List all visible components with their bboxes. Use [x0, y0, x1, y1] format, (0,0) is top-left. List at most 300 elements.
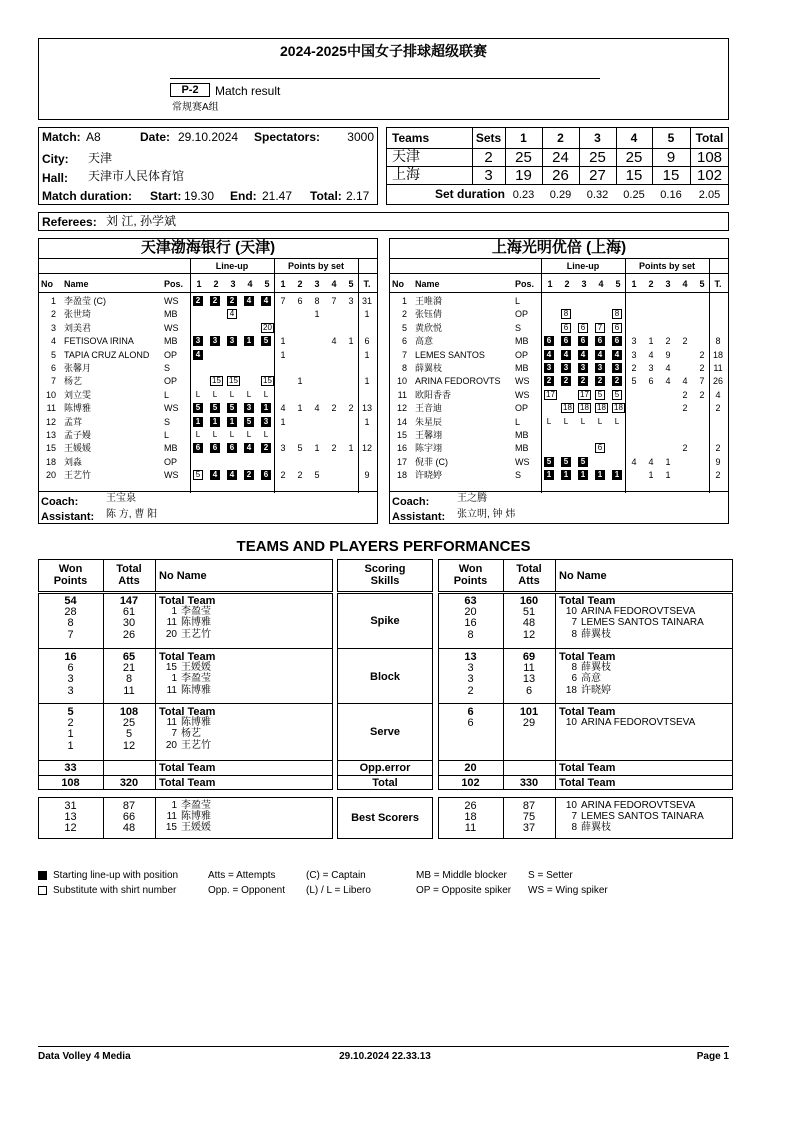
away-perf-col2 — [555, 559, 556, 592]
away-best-name: ARINA FEDOROVTSEVA — [581, 800, 696, 811]
player-total: 31 — [361, 296, 372, 306]
player-name: 欧阳香香 — [415, 389, 452, 400]
points-cell: 4 — [331, 336, 337, 347]
away-atts-value: 69 — [522, 651, 536, 663]
lineup-cell: 6 — [595, 336, 605, 346]
home-total-won: 108 — [61, 777, 80, 789]
away-opp-total-team: Total Team — [559, 762, 616, 774]
player-no: 6 — [401, 336, 407, 347]
player-name: 王艺竹 — [64, 470, 92, 481]
skill-total: Total — [372, 777, 398, 789]
player-pos: S — [515, 322, 522, 333]
lineup-cell: 15 — [261, 376, 274, 386]
player-pos: L — [164, 430, 170, 440]
score-set-value: 24 — [552, 149, 569, 166]
player-pos: OP — [164, 376, 178, 387]
col-t: T. — [363, 279, 371, 289]
home-opp-error: 33 — [64, 762, 77, 774]
lineup-header: Line-up — [215, 261, 249, 271]
lineup-cell: 5 — [561, 457, 571, 467]
away-scorer-name: 高意 — [581, 673, 601, 685]
player-no: 11 — [397, 389, 407, 400]
points-cell: 2 — [331, 443, 337, 454]
away-won-value: 16 — [464, 617, 477, 630]
player-name: 刘立雯 — [64, 389, 92, 400]
lineup-cell: 3 — [595, 363, 605, 373]
coach-value: 王之腾 — [457, 493, 487, 504]
away-scorer-name: LEMES SANTOS TAINARA — [581, 617, 704, 629]
lineup-cell: 7 — [595, 323, 605, 333]
player-name: ARINA FEDOROVTS — [415, 376, 501, 387]
footer-right: Page 1 — [696, 1051, 729, 1062]
points-cell: 2 — [348, 403, 354, 414]
points-cell: 3 — [348, 296, 354, 306]
score-set-value: 19 — [515, 167, 532, 184]
away-best-atts: 37 — [522, 822, 536, 835]
lineup-cell: 1 — [210, 417, 220, 427]
away-atts-value: 29 — [522, 717, 536, 730]
player-name: 李盈莹 (C) — [64, 296, 106, 306]
home-best-name: 李盈莹 — [181, 800, 211, 811]
end-label: End: — [230, 189, 257, 203]
points-cell: 2 — [682, 336, 688, 347]
away-scorer-name: ARINA FEDOROVTSEVA — [581, 717, 696, 729]
score-set-value: 15 — [625, 167, 643, 184]
points-cell: 6 — [648, 376, 654, 387]
legend-opp: Opp. = Opponent — [208, 885, 286, 896]
home-won-value: 7 — [67, 628, 74, 641]
points-left-rule — [625, 258, 626, 493]
away-won-value: 20 — [464, 606, 477, 619]
lineup-cell: 4 — [261, 296, 271, 306]
away-best-no: 7 — [571, 811, 577, 823]
home-scorer-no: 11 — [166, 617, 177, 629]
skill-header-2: Skills — [370, 575, 400, 587]
home-total-team: Total Team — [159, 595, 216, 607]
away-scorer-no: 8 — [571, 662, 577, 674]
player-pos: WS — [164, 470, 179, 481]
lineup-cell: 2 — [578, 376, 588, 386]
lineup-cell: 4 — [244, 443, 254, 453]
home-atts-value: 147 — [119, 595, 139, 607]
points-cell: 1 — [348, 336, 354, 347]
points-cell: 4 — [280, 403, 286, 414]
home-atts-value: 30 — [122, 617, 136, 630]
home-scorer-name: 陈博雅 — [181, 684, 211, 696]
points-cell: 9 — [665, 349, 671, 360]
player-pos: L — [164, 389, 170, 400]
away-won-value: 2 — [467, 684, 474, 697]
player-no: 15 — [45, 443, 56, 454]
player-name: 倪菲 (C) — [415, 456, 448, 467]
col-lineup-set: 2 — [213, 279, 219, 289]
lineup-cell: 6 — [544, 336, 554, 346]
player-no: 1 — [50, 296, 56, 306]
home-atts-value: 108 — [119, 706, 139, 718]
points-left-rule — [274, 258, 275, 493]
away-scorer-no: 6 — [571, 673, 577, 685]
away-won-value: 8 — [467, 628, 474, 641]
home-best-won: 31 — [64, 800, 77, 812]
player-no: 14 — [396, 416, 407, 427]
points-cell: 4 — [314, 403, 320, 414]
player-name: 张钰倩 — [415, 309, 443, 320]
set-duration-label: Set duration — [434, 187, 505, 201]
away-section-rule — [438, 703, 733, 704]
away-atts-value: 101 — [519, 706, 539, 718]
home-won-value: 2 — [67, 717, 74, 730]
player-no: 7 — [50, 376, 56, 387]
lineup-cell: L — [229, 389, 235, 399]
home-scorer-no: 1 — [171, 606, 177, 618]
home-best-name: 陈博雅 — [181, 811, 211, 823]
away-won-value: 3 — [467, 673, 474, 686]
set-duration-value: 0.25 — [623, 189, 645, 201]
player-pos: S — [164, 416, 171, 427]
points-cell: 2 — [682, 443, 688, 454]
points-cell: 1 — [314, 443, 320, 454]
legend-op: OP = Opposite spiker — [416, 885, 512, 896]
score-set-value: 15 — [662, 167, 680, 184]
home-section-rule — [38, 703, 333, 704]
lineup-cell: 4 — [595, 350, 605, 360]
player-total: 6 — [364, 336, 370, 347]
points-cell: 1 — [665, 456, 671, 467]
home-atts-value: 8 — [125, 673, 133, 686]
lineup-cell: 6 — [561, 323, 571, 333]
points-cell: 2 — [280, 470, 286, 481]
player-total: 26 — [712, 376, 723, 387]
points-cell: 7 — [280, 296, 286, 306]
score-set-value: 9 — [666, 149, 676, 166]
away-best-no: 8 — [571, 822, 577, 834]
home-won-value: 5 — [67, 706, 74, 718]
performance-title: TEAMS AND PLAYERS PERFORMANCES — [236, 538, 531, 555]
skill-section-rule — [337, 760, 433, 761]
home-scorer-name: 王艺竹 — [181, 739, 211, 751]
home-won-value: 3 — [67, 684, 74, 697]
away-opp-error: 20 — [464, 762, 477, 774]
player-no: 11 — [46, 403, 56, 414]
hall-value: 天津市人民体育馆 — [88, 169, 185, 183]
player-pos: WS — [164, 322, 179, 333]
home-section-rule — [38, 775, 333, 776]
points-cell: 1 — [280, 349, 286, 360]
home-scorer-name: 李盈莹 — [181, 673, 211, 685]
points-cell: 4 — [648, 349, 654, 360]
lineup-header: Line-up — [566, 261, 600, 271]
city-value: 天津 — [88, 151, 113, 165]
away-won-points-header: Won — [458, 563, 483, 575]
lineup-cell: 4 — [210, 470, 220, 480]
lineup-cell: 1 — [612, 470, 622, 480]
home-best-col2 — [155, 797, 156, 839]
player-pos: L — [515, 296, 521, 306]
home-won-value: 1 — [67, 739, 74, 752]
skill-section-rule — [337, 648, 433, 649]
col-no: No — [41, 279, 53, 289]
player-total: 9 — [364, 470, 370, 481]
home-scorer-no: 15 — [165, 662, 177, 674]
player-no: 12 — [45, 416, 56, 427]
total-left-rule — [358, 258, 359, 493]
away-best-col2 — [555, 797, 556, 839]
player-pos: MB — [515, 430, 529, 440]
lineup-cell: 6 — [561, 336, 571, 346]
points-cell: 6 — [297, 296, 303, 306]
home-won-value: 28 — [64, 606, 77, 619]
date-label: Date: — [140, 130, 171, 144]
player-total: 9 — [715, 456, 721, 467]
points-cell: 4 — [665, 376, 671, 387]
player-name: 王媛媛 — [64, 443, 92, 454]
score-total-label: Total — [695, 131, 724, 145]
home-won-value: 16 — [64, 651, 77, 663]
player-pos: OP — [515, 403, 529, 414]
player-pos: OP — [515, 349, 529, 360]
footer-center: 29.10.2024 22.33.13 — [339, 1051, 431, 1062]
player-pos: S — [164, 363, 171, 373]
lineup-cell: 4 — [544, 350, 554, 360]
lineup-cell: 6 — [595, 443, 605, 453]
away-total-team: Total Team — [559, 595, 616, 607]
home-total-team: Total Team — [159, 777, 216, 789]
player-pos: MB — [515, 363, 529, 373]
score-set-header: 5 — [667, 131, 675, 145]
spectators-label: Spectators: — [254, 130, 321, 144]
points-cell: 3 — [648, 363, 654, 373]
away-section-rule — [438, 775, 733, 776]
home-atts-value: 65 — [122, 651, 136, 663]
home-total-team: Total Team — [159, 706, 216, 718]
col-pos: Pos. — [515, 279, 535, 289]
lineup-cell: 6 — [612, 323, 622, 333]
assistant-label: Assistant: — [392, 511, 446, 523]
points-cell: 2 — [699, 389, 705, 400]
lineup-cell: 2 — [227, 296, 237, 306]
points-cell: 5 — [631, 376, 637, 387]
lineup-cell: 1 — [578, 470, 588, 480]
home-total-atts: 320 — [119, 777, 139, 789]
home-atts-value: 61 — [122, 606, 136, 619]
skill-name: Block — [370, 671, 400, 683]
player-total: 4 — [715, 389, 721, 400]
player-no: 6 — [50, 363, 56, 373]
home-won-points-header: Won — [58, 563, 83, 575]
player-no: 5 — [50, 349, 56, 360]
lineup-cell: L — [263, 389, 269, 399]
away-total-team: Total Team — [559, 651, 616, 663]
points-cell: 8 — [314, 296, 320, 306]
points-cell: 2 — [631, 363, 637, 373]
col-points-set: 5 — [348, 279, 354, 289]
player-name: 高意 — [415, 336, 434, 347]
player-pos: L — [515, 416, 521, 427]
score-row2-rule — [386, 184, 729, 185]
lineup-cell: L — [212, 389, 218, 399]
lineup-left-rule — [541, 258, 542, 493]
referees-value: 刘 江, 孙学斌 — [106, 214, 177, 228]
player-no: 7 — [401, 349, 407, 360]
player-pos: OP — [515, 309, 529, 320]
footer-rule — [38, 1046, 729, 1047]
lineup-cell: 17 — [544, 390, 557, 400]
col-no: No — [392, 279, 404, 289]
lineup-cell: L — [263, 430, 269, 439]
lineup-cell: 2 — [193, 296, 203, 306]
player-no: 20 — [45, 470, 56, 481]
lineup-cell: 6 — [612, 336, 622, 346]
player-total: 8 — [715, 336, 721, 347]
lineup-cell: L — [597, 416, 603, 426]
home-won-points-header2: Points — [53, 575, 88, 587]
player-no: 5 — [401, 322, 407, 333]
player-total: 1 — [364, 376, 370, 387]
home-scorer-name: 陈博雅 — [181, 617, 211, 629]
away-scorer-name: 薛翼枝 — [581, 628, 611, 640]
col-lineup-set: 4 — [598, 279, 604, 289]
lineup-cell: 3 — [544, 363, 554, 373]
lineup-cell: L — [195, 430, 201, 439]
lineup-cell: 6 — [193, 443, 203, 453]
team-name: 上海光明优倍 (上海) — [491, 239, 627, 256]
lineup-cell: 5 — [244, 417, 254, 427]
player-total: 13 — [361, 403, 372, 414]
lineup-cell: 5 — [612, 390, 622, 400]
lineup-cell: L — [229, 430, 235, 439]
away-scorer-name: 薛翼枝 — [581, 662, 611, 674]
player-no: 2 — [401, 309, 407, 320]
col-lineup-set: 3 — [230, 279, 236, 289]
player-name: 朱星辰 — [415, 416, 443, 427]
home-atts-value: 26 — [122, 628, 136, 641]
away-won-value: 6 — [467, 717, 474, 730]
score-set-header: 4 — [630, 131, 638, 145]
points-cell: 2 — [699, 349, 705, 360]
player-name: 许晓婷 — [415, 470, 443, 481]
away-atts-value: 12 — [522, 628, 536, 641]
home-total-team: Total Team — [159, 651, 216, 663]
player-total: 12 — [361, 443, 372, 454]
away-noname-header: No Name — [559, 570, 607, 582]
player-pos: S — [515, 470, 522, 481]
home-section-rule — [38, 648, 333, 649]
lineup-cell: L — [563, 416, 569, 426]
legend-ws: WS = Wing spiker — [528, 885, 608, 896]
home-scorer-name: 杨艺 — [181, 728, 201, 740]
points-cell: 1 — [280, 416, 286, 427]
home-perf-col2 — [155, 559, 156, 592]
away-scorer-no: 8 — [571, 628, 577, 640]
home-scorer-no: 1 — [171, 673, 177, 685]
lineup-cell: 18 — [578, 403, 591, 413]
skill-section-rule — [337, 703, 433, 704]
home-section-rule — [38, 760, 333, 761]
lineup-cell: 5 — [193, 470, 203, 480]
home-won-value: 6 — [67, 662, 74, 675]
away-atts-value: 160 — [519, 595, 539, 607]
legend-sub: Substitute with shirt number — [53, 885, 177, 896]
away-best-won: 26 — [464, 800, 477, 812]
home-best-won: 12 — [64, 822, 77, 835]
home-scorer-name: 李盈莹 — [181, 606, 211, 618]
lineup-cell: 8 — [561, 309, 571, 319]
away-scorer-name: 许晓婷 — [581, 684, 611, 696]
points-cell: 4 — [631, 456, 637, 467]
player-no: 4 — [50, 336, 56, 347]
points-cell: 1 — [348, 443, 354, 454]
lineup-cell: 3 — [261, 417, 271, 427]
lineup-cell: 15 — [227, 376, 240, 386]
home-scorer-no: 20 — [165, 628, 177, 640]
set-duration-value: 0.16 — [660, 189, 682, 201]
lineup-cell: 5 — [193, 403, 203, 413]
score-team-name: 天津 — [392, 148, 420, 164]
player-pos: WS — [164, 296, 179, 306]
player-total: 18 — [712, 349, 723, 360]
points-cell: 5 — [297, 443, 303, 454]
set-duration-value: 0.29 — [549, 189, 572, 201]
score-sets-label: Sets — [475, 131, 502, 145]
legend-start: Starting line-up with position — [53, 870, 179, 881]
end-value: 21.47 — [262, 189, 293, 203]
player-total: 1 — [364, 416, 370, 427]
points-cell: 4 — [665, 363, 671, 373]
away-best-won: 18 — [464, 811, 477, 824]
legend-start-swatch — [38, 871, 47, 880]
player-total: 1 — [364, 349, 370, 360]
col-t: T. — [714, 279, 722, 289]
lineup-cell: 20 — [261, 323, 274, 333]
legend-mb: MB = Middle blocker — [416, 870, 507, 881]
lineup-cell: 6 — [261, 470, 271, 480]
lineup-cell: 3 — [578, 363, 588, 373]
away-atts-value: 13 — [522, 673, 536, 686]
player-pos: OP — [164, 456, 178, 467]
assistant-label: Assistant: — [41, 511, 95, 523]
player-name: 王馨翊 — [415, 430, 443, 440]
col-name: Name — [64, 279, 89, 289]
player-name: 薛翼枝 — [415, 363, 443, 373]
lineup-cell: 2 — [561, 376, 571, 386]
points-cell: 7 — [331, 296, 337, 306]
lineup-cell: L — [246, 389, 252, 399]
lineup-cell: 4 — [227, 470, 237, 480]
player-name: 刘淼 — [64, 456, 83, 467]
subheader-rule — [389, 273, 729, 274]
lineup-cell: 6 — [210, 443, 220, 453]
home-best-no: 1 — [171, 800, 177, 811]
score-set-header: 2 — [557, 131, 564, 145]
away-total-atts: 330 — [519, 777, 539, 789]
points-header: Points by set — [638, 261, 695, 271]
away-won-value: 3 — [467, 662, 474, 675]
lineup-cell: L — [580, 416, 586, 426]
home-atts-value: 12 — [122, 739, 136, 752]
col-points-set: 3 — [314, 279, 320, 289]
score-team-name: 上海 — [392, 166, 420, 182]
player-no: 8 — [401, 363, 407, 373]
away-scorer-no: 18 — [565, 684, 577, 696]
lineup-cell: 3 — [193, 336, 203, 346]
lineup-cell: 4 — [578, 350, 588, 360]
player-pos: OP — [164, 349, 178, 360]
coach-label: Coach: — [41, 496, 79, 508]
col-name: Name — [415, 279, 440, 289]
col-points-set: 2 — [297, 279, 303, 289]
lineup-cell: 2 — [612, 376, 622, 386]
player-pos: WS — [164, 403, 179, 414]
